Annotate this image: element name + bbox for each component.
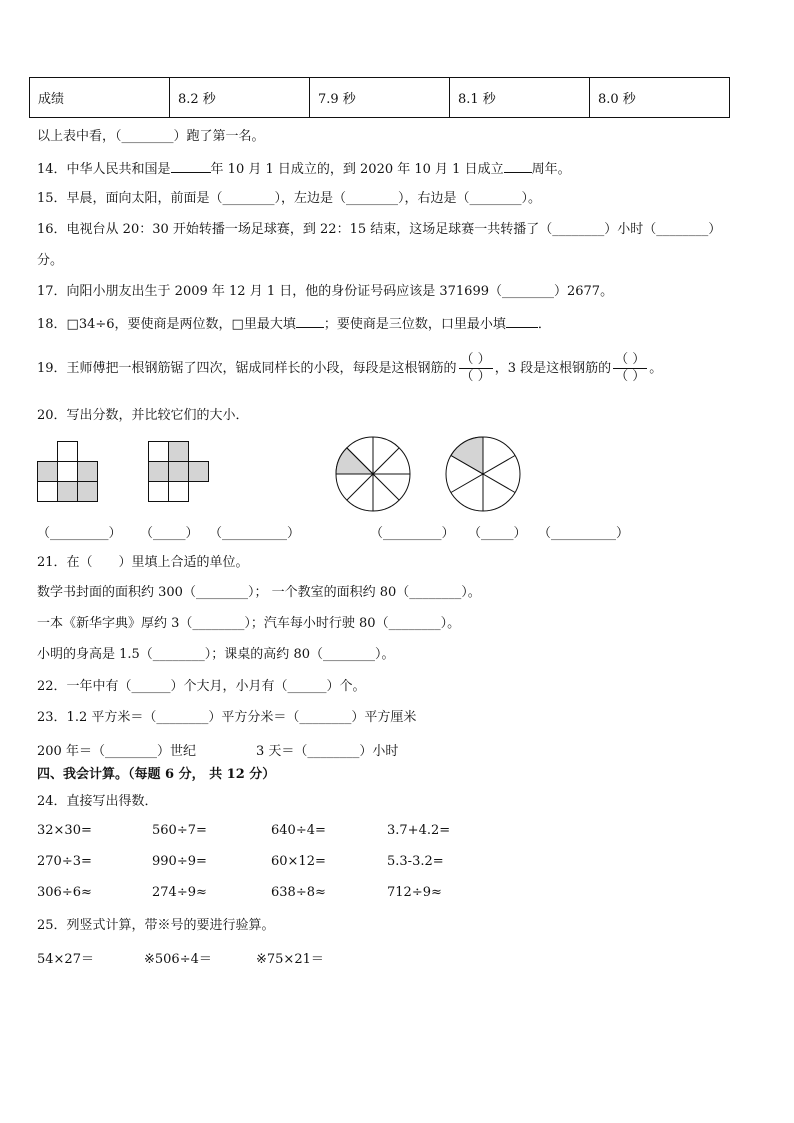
calc-item: 306÷6≈ xyxy=(37,885,92,900)
blank xyxy=(296,314,324,328)
question-18 xyxy=(37,314,551,334)
calc-item: 3.7+4.2= xyxy=(387,823,451,838)
calc-item: 274÷9≈ xyxy=(152,885,207,900)
question-22: 22．一年中有（______）个大月，小月有（______）个。 xyxy=(37,679,366,694)
q21-line: 一本《新华字典》厚约 3（________）；汽车每小时行驶 80（________）。 xyxy=(37,616,461,631)
grid-cell xyxy=(169,462,189,482)
q19-part-c: 。 xyxy=(649,361,663,376)
question-15: 15．早晨，面向太阳，前面是（________），左边是（________），右边是（________）。 xyxy=(37,191,542,206)
question-23-line2b: 3 天＝（________）小时 xyxy=(256,744,399,759)
calc-item: ※506÷4＝ xyxy=(144,952,212,967)
fraction-numerator: （ ） xyxy=(460,352,491,367)
q19-part-b: ，3 段是这根钢筋的 xyxy=(494,361,612,376)
q14-part-a: 14．中华人民共和国是 xyxy=(37,162,171,177)
fraction-denominator: （ ） xyxy=(615,369,646,384)
question-25-title: 25．列竖式计算，带※号的要进行验算。 xyxy=(37,918,275,933)
blank xyxy=(171,159,211,173)
q21-line: 数学书封面的面积约 300（________）； 一个教室的面积约 80（________）。 xyxy=(37,585,481,600)
calc-item: ※75×21＝ xyxy=(256,952,324,967)
calc-item: 32×30= xyxy=(37,823,92,838)
q18-part-a: 18．□34÷6，要使商是两位数，□里最大填 xyxy=(37,317,296,332)
circle-sixths xyxy=(444,435,522,513)
question-23-line2a: 200 年＝（________）世纪 xyxy=(37,744,196,759)
blank xyxy=(504,159,532,173)
grid-cell xyxy=(58,442,78,462)
q18-part-b: ；要使商是三位数，口里最小填 xyxy=(323,317,506,332)
question-24-title: 24．直接写出得数． xyxy=(37,794,158,809)
table-cell: 8.2 秒 xyxy=(170,78,310,118)
q18-part-c: ． xyxy=(537,317,551,332)
question-21-title: 21．在（ ）里填上合适的单位。 xyxy=(37,555,249,570)
q20-blank-6: （__________） xyxy=(538,526,630,541)
grid-cell xyxy=(38,482,58,502)
calc-item: 5.3-3.2= xyxy=(387,854,444,869)
q20-blank-2: （_____） xyxy=(140,526,199,541)
blank xyxy=(506,314,538,328)
table-cell: 成绩 xyxy=(30,78,170,118)
q14-part-b: 年 10 月 1 日成立的，到 2020 年 10 月 1 日成立 xyxy=(210,162,504,177)
grid-cell xyxy=(78,482,98,502)
q20-blank-1: （_________） xyxy=(37,526,122,541)
calc-item: 990÷9= xyxy=(152,854,207,869)
fraction-numerator: （ ） xyxy=(615,352,646,367)
grid-cell xyxy=(149,442,169,462)
grid-cell xyxy=(169,482,189,502)
grid-shape-2 xyxy=(148,441,212,504)
q20-blank-3: （__________） xyxy=(209,526,301,541)
question-20-title: 20．写出分数，并比较它们的大小． xyxy=(37,408,249,423)
grid-cell xyxy=(169,442,189,462)
q20-blank-5: （_____） xyxy=(468,526,527,541)
grid-cell xyxy=(38,462,58,482)
question-23-line1: 23．1.2 平方米＝（________）平方分米＝（________）平方厘米 xyxy=(37,710,417,725)
question-17: 17．向阳小朋友出生于 2009 年 12 月 1 日，他的身份证号码应该是 371699（________）2677。 xyxy=(37,284,614,299)
question-16-line1: 16．电视台从 20：30 开始转播一场足球赛，到 22：15 结束，这场足球赛一共转播了（________）小时（________） xyxy=(37,222,722,237)
calc-item: 270÷3= xyxy=(37,854,92,869)
q13-tail: 以上表中看，（________）跑了第一名。 xyxy=(37,129,265,144)
table-row xyxy=(30,78,730,118)
grid-cell xyxy=(78,462,98,482)
grid-cell xyxy=(149,482,169,502)
fraction-blank xyxy=(459,352,493,385)
calc-item: 638÷8≈ xyxy=(271,885,326,900)
grid-cell xyxy=(189,462,209,482)
grid-cell xyxy=(58,462,78,482)
score-table xyxy=(29,77,730,118)
question-19 xyxy=(37,351,662,387)
section-heading: 四、我会计算。（每题 6 分， 共 12 分） xyxy=(37,767,276,782)
calc-item: 54×27＝ xyxy=(37,952,94,967)
grid-cell xyxy=(149,462,169,482)
grid-shape-1 xyxy=(37,441,101,504)
q20-blank-4: （_________） xyxy=(370,526,455,541)
table-cell: 8.0 秒 xyxy=(590,78,730,118)
grid-cell xyxy=(58,482,78,502)
calc-item: 560÷7= xyxy=(152,823,207,838)
q21-line: 小明的身高是 1.5（________）；课桌的高约 80（________）。 xyxy=(37,647,395,662)
question-16-line2: 分。 xyxy=(37,253,64,268)
calc-item: 712÷9≈ xyxy=(387,885,442,900)
fraction-blank xyxy=(613,352,647,385)
q19-part-a: 19．王师傅把一根钢筋锯了四次，锯成同样长的小段，每段是这根钢筋的 xyxy=(37,361,457,376)
q14-part-c: 周年。 xyxy=(531,162,571,177)
calc-item: 640÷4= xyxy=(271,823,326,838)
table-cell: 8.1 秒 xyxy=(450,78,590,118)
table-cell: 7.9 秒 xyxy=(310,78,450,118)
fraction-denominator: （ ） xyxy=(460,369,491,384)
calc-item: 60×12= xyxy=(271,854,326,869)
circle-eighths xyxy=(334,435,412,513)
question-14 xyxy=(37,159,571,179)
